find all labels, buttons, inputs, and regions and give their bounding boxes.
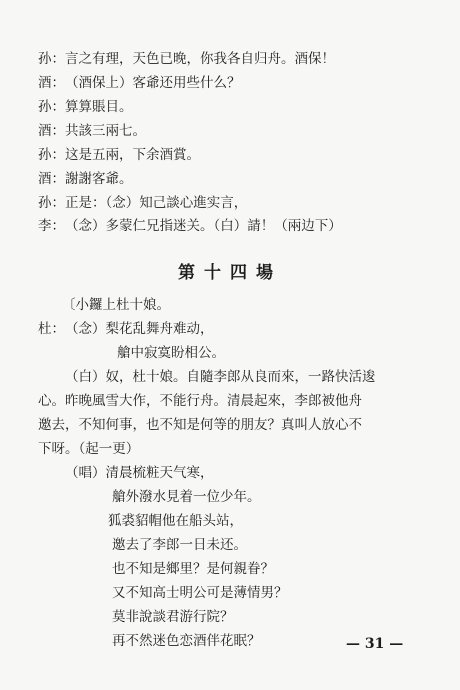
verse-line: 邀去了李郎一日未还。 (112, 537, 247, 553)
dialogue-line: 下呀。（起一更） (38, 441, 140, 457)
speaker-label: 酒： (38, 123, 65, 139)
dialogue-text: 言之有理，天色已晚，你我各自归舟。酒保！ (65, 51, 335, 67)
speaker-label: 李： (38, 218, 65, 234)
speaker-label: 孙： (38, 99, 65, 115)
speaker-label: 孙： (38, 51, 65, 67)
dialogue-line: 邀去，不知何事，也不知是何等的朋友？真叫人放心不 (38, 417, 362, 433)
verse-line: 也不知是鄉里？是何親眷？ (112, 561, 274, 577)
dialogue-text: （酒保上）客爺还用些什么？ (65, 75, 241, 91)
speaker-label: 酒： (38, 171, 65, 187)
verse-line: 又不知高士明公可是薄情男？ (112, 585, 288, 601)
speaker-label: 酒： (38, 75, 65, 91)
verse-line: 艙中寂寞盼相公。 (117, 345, 225, 361)
verse-line: 狐裘貂帽他在船头站， (108, 513, 243, 529)
dialogue-line: （唱）清晨梳粧天气寒， (65, 465, 214, 481)
speaker-label: 孙： (38, 195, 65, 211)
verse-line: 莫非說談君游行院？ (112, 609, 234, 625)
dialogue-line: （白）奴，杜十娘。自隨李郎从良而來，一路快活逡 (65, 369, 376, 385)
dialogue-text: 算算賬目。 (65, 99, 133, 115)
dialogue-text: 謝謝客爺。 (65, 171, 133, 187)
verse-line: 再不然迷色恋酒伴花眠？ (112, 633, 261, 649)
dialogue-text: 正是：（念）知己談心進实言， (65, 195, 248, 211)
dialogue-text: 共該三兩七。 (65, 123, 146, 139)
dialogue-text: （念）多蒙仁兄指迷关。（白）請！（兩边下） (65, 218, 342, 234)
dialogue-text: 这是五兩，下余酒賞。 (65, 147, 200, 163)
speaker-label: 杜： (38, 321, 65, 337)
scene-heading: 第十四場 (178, 263, 282, 283)
verse-line: 艙外潑水見着一位少年。 (112, 489, 261, 505)
dialogue-line: 心。昨晚風雪大作，不能行舟。清晨起來，李郎被他舟 (38, 393, 362, 409)
stage-direction: 〔小鑼上杜十娘。 (62, 297, 170, 313)
dialogue-text: （念）梨花乱舞舟难动， (65, 321, 214, 337)
page-number: — 31 — (346, 636, 404, 652)
speaker-label: 孙： (38, 147, 65, 163)
